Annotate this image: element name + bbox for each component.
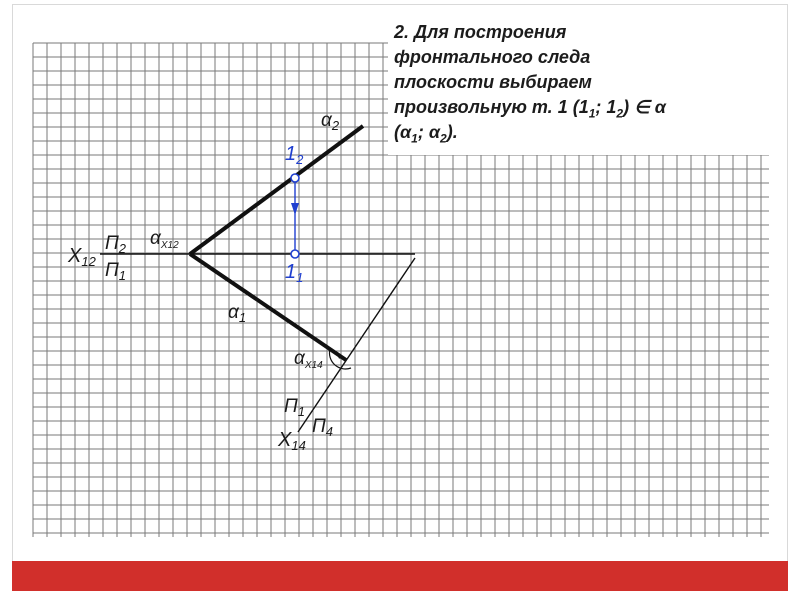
label-point-1-1: $1_1$ — [285, 261, 304, 285]
label-alpha2: $\alpha_2$ — [321, 110, 340, 133]
label-pi1: $П_1$ — [105, 260, 127, 283]
footer-bar — [12, 561, 788, 591]
label-alpha-x12: $\alpha_{X12}$ — [150, 228, 179, 251]
label-x14: $X_{14}$ — [278, 429, 306, 453]
label-x12: $X_{12}$ — [68, 245, 96, 269]
trace-alpha1 — [190, 254, 346, 360]
label-pi4: $П_4$ — [312, 416, 334, 439]
projection-arrow-icon — [291, 203, 299, 215]
label-point-1-2: $1_2$ — [285, 143, 304, 167]
point-1-2-marker — [291, 174, 299, 182]
trace-alpha2 — [190, 126, 363, 254]
label-pi1-x14: $П_1$ — [284, 396, 306, 419]
right-angle-dot — [338, 355, 341, 358]
instruction-text: 2. Для построения фронтального следа плоскости выбираем произвольную т. 1 ($1_1$; $1_2$) ∈ α ($\alpha_1$; $\alpha_2$). — [394, 22, 666, 146]
label-pi2: $П_2$ — [105, 233, 127, 256]
point-1-1-marker — [291, 250, 299, 258]
instruction-callout — [388, 12, 770, 155]
label-alpha1: $\alpha_1$ — [228, 302, 247, 325]
label-alpha-x14: $\alpha_{X14}$ — [294, 348, 323, 371]
